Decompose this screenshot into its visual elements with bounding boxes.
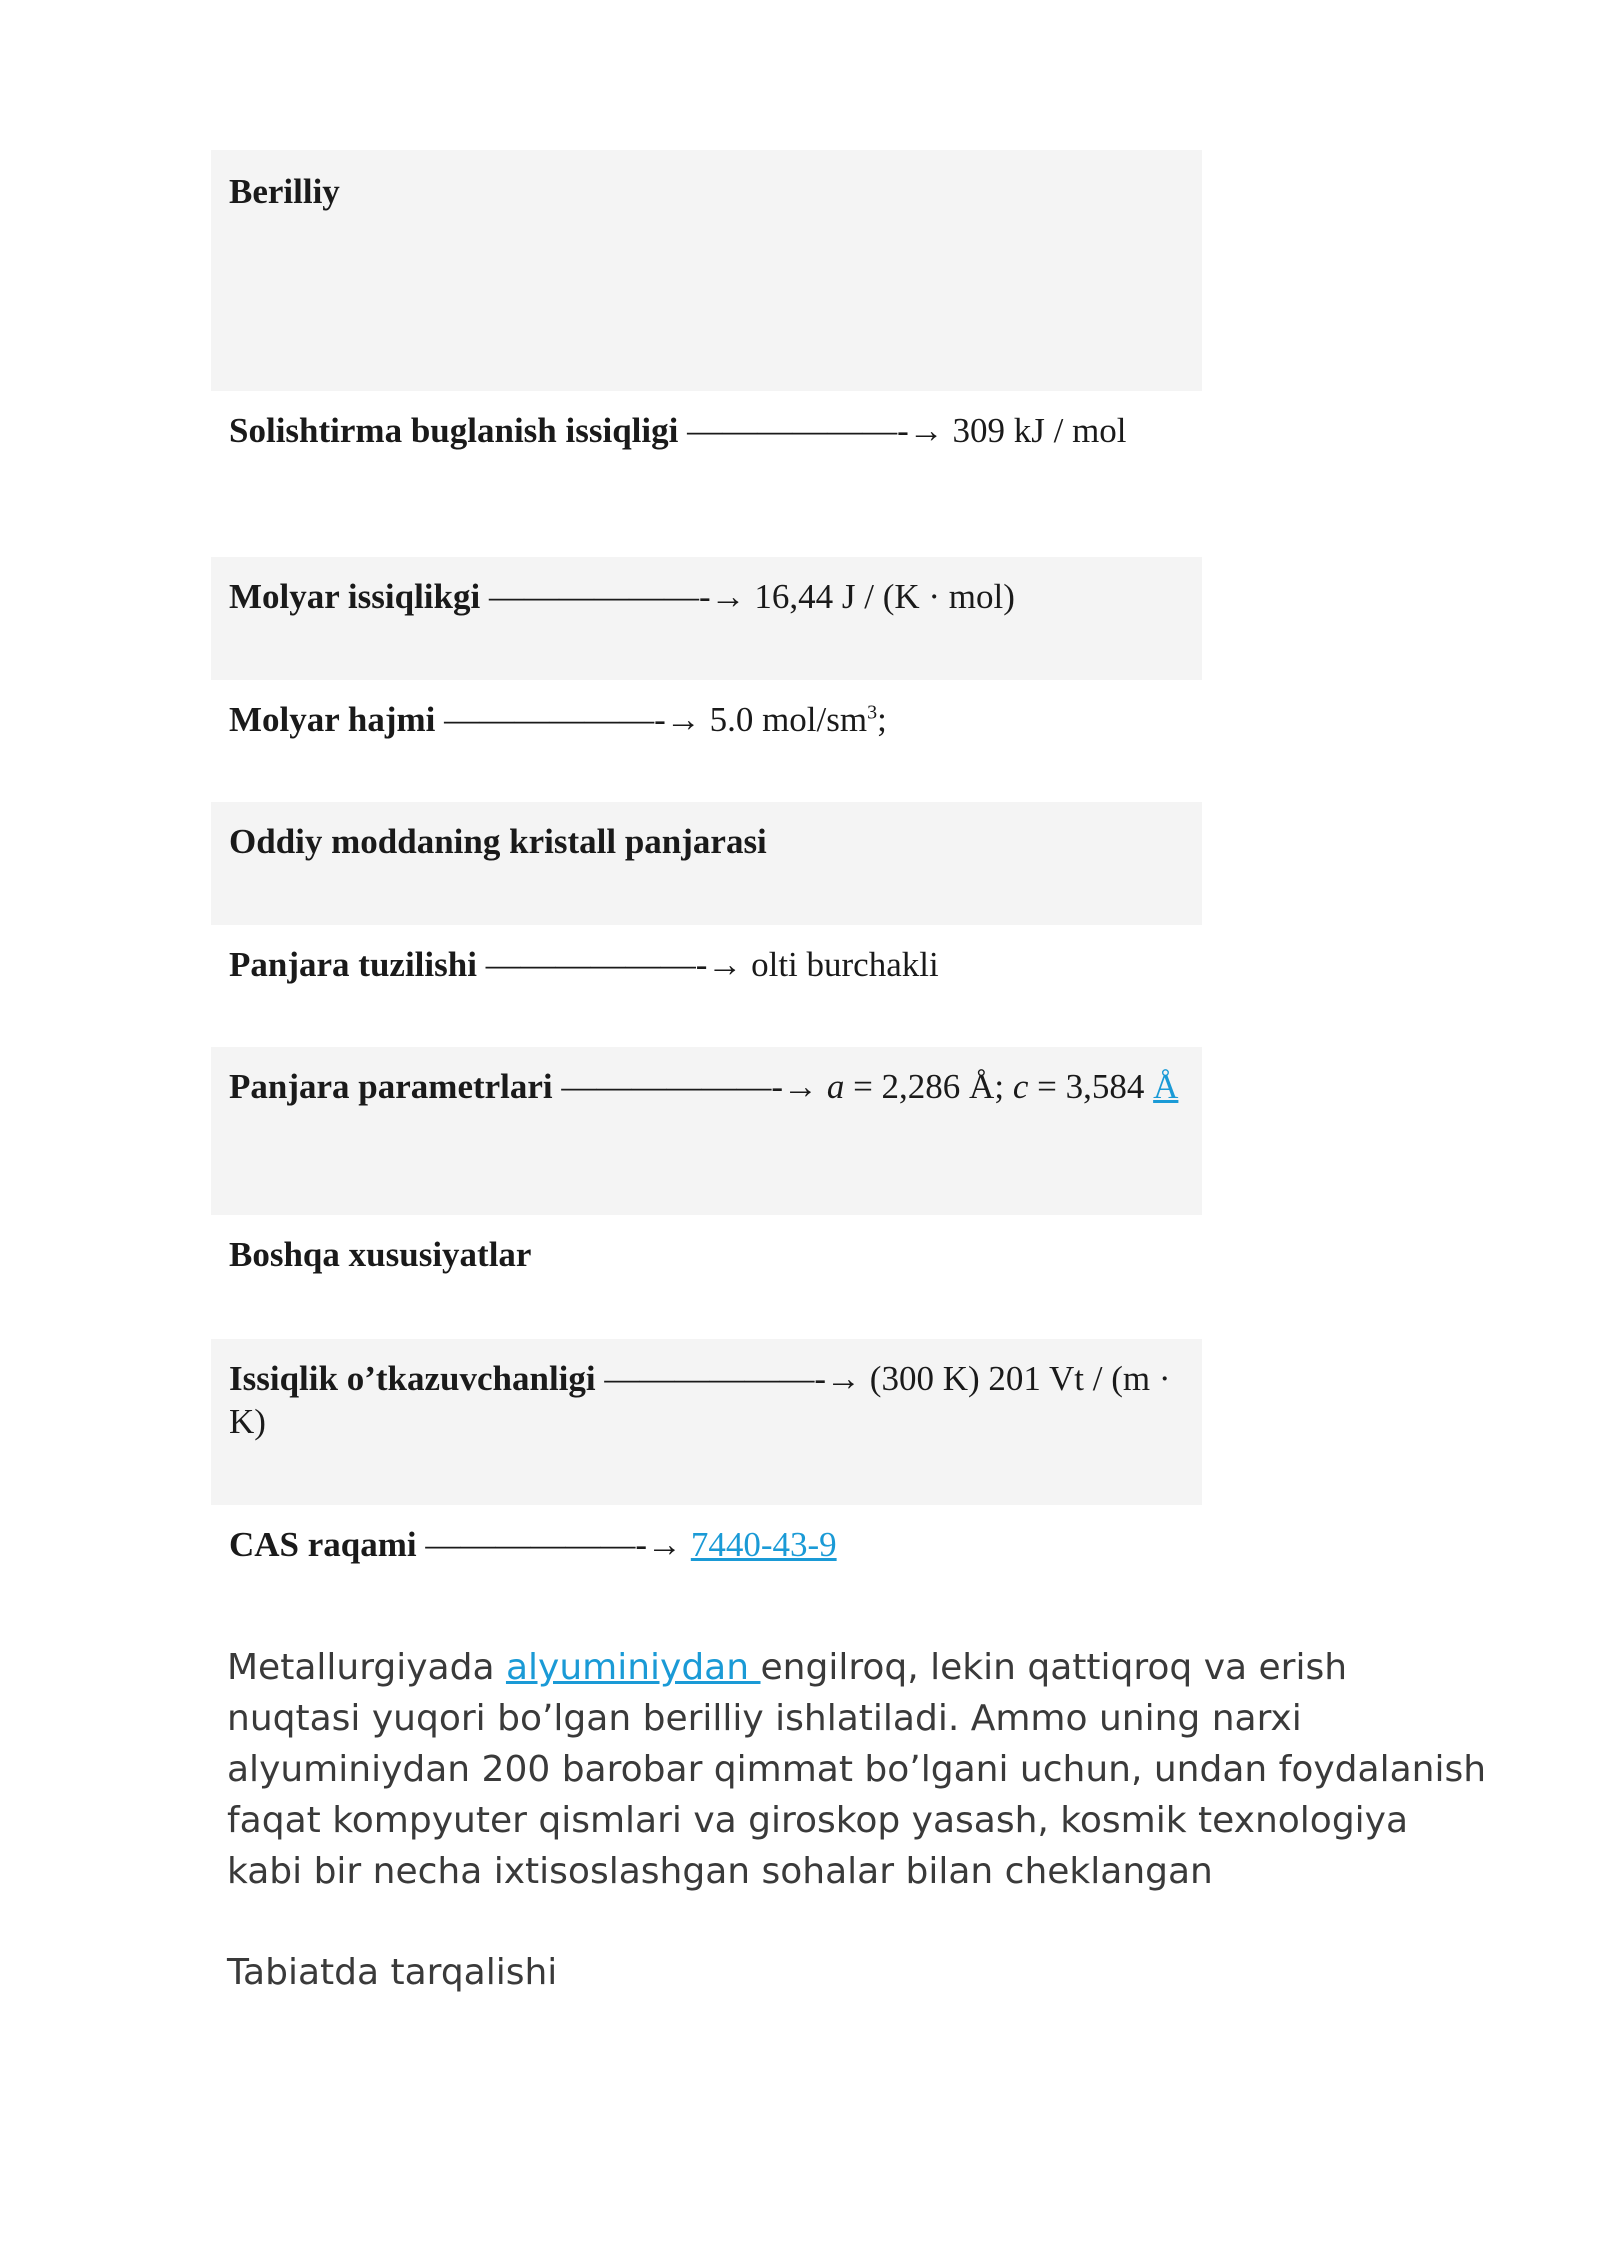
arrow-separator: ——————-→	[561, 1067, 819, 1106]
property-value: (300 K) 201 Vt / (m · K)	[229, 1359, 1171, 1441]
element-title: Berilliy	[229, 172, 340, 211]
table-section-row	[211, 802, 1202, 925]
property-label: Molyar issiqlikgi	[229, 577, 481, 616]
table-row	[211, 925, 1202, 1047]
section-label: Oddiy moddaning kristall panjarasi	[229, 822, 767, 861]
aluminium-link[interactable]: alyuminiydan	[505, 1647, 761, 1688]
table-title-row	[211, 150, 1202, 275]
value-suffix: ;	[877, 700, 887, 739]
table-row	[211, 680, 1202, 802]
paragraph-text-after: engilroq, lekin qattiqroq va erish nuqtasi yuqori bo’lgan berilliy ishlatiladi. Ammo uning narxi alyuminiydan 200 barobar qimmat bo’lgani uchun, undan foydalanish faqat kompyuter qismlari va giroskop yasash, kosmik texnologiya kabi bir necha ixtisoslashgan sohalar bilan cheklangan	[227, 1647, 1487, 1892]
property-label: CAS raqami	[229, 1525, 417, 1564]
empty-row	[211, 275, 1202, 391]
arrow-separator: ——————-→	[425, 1525, 683, 1564]
table-row	[211, 391, 1202, 557]
param-a-symbol: a	[826, 1067, 845, 1106]
param-c-value: = 3,584	[1028, 1067, 1145, 1106]
property-label: Solishtirma buglanish issiqligi	[229, 411, 679, 450]
param-c-symbol: c	[1012, 1067, 1029, 1106]
cas-number-link[interactable]: 7440-43-9	[690, 1525, 837, 1564]
arrow-separator: ——————-→	[687, 411, 944, 450]
superscript: 3	[867, 701, 878, 724]
paragraph-text-before: Metallurgiyada	[227, 1647, 506, 1688]
table-row	[211, 1339, 1202, 1505]
property-label: Molyar hajmi	[229, 700, 436, 739]
arrow-separator: ——————-→	[485, 945, 743, 984]
table-row	[211, 557, 1202, 680]
section-label: Boshqa xususiyatlar	[229, 1235, 532, 1274]
property-value: 16,44 J / (K · mol)	[754, 577, 1015, 616]
section-heading: Tabiatda tarqalishi	[227, 1952, 558, 1993]
angstrom-link[interactable]: Å	[1153, 1067, 1179, 1106]
property-label: Panjara parametrlari	[229, 1067, 553, 1106]
property-label: Panjara tuzilishi	[229, 945, 477, 984]
properties-table	[211, 150, 1202, 1629]
table-section-row	[211, 1215, 1202, 1339]
arrow-separator: ——————-→	[488, 577, 746, 616]
arrow-separator: ——————-→	[444, 700, 701, 739]
table-row	[211, 1505, 1202, 1629]
property-value: olti burchakli	[751, 945, 939, 984]
param-a-value: = 2,286 Å;	[844, 1067, 1005, 1106]
body-paragraph	[227, 1642, 1487, 1897]
table-row	[211, 1047, 1202, 1215]
arrow-separator: ——————-→	[604, 1359, 862, 1398]
property-value: 5.0 mol/sm	[709, 700, 868, 739]
property-value: 309 kJ / mol	[952, 411, 1127, 450]
property-label: Issiqlik o’tkazuvchanligi	[229, 1359, 596, 1398]
